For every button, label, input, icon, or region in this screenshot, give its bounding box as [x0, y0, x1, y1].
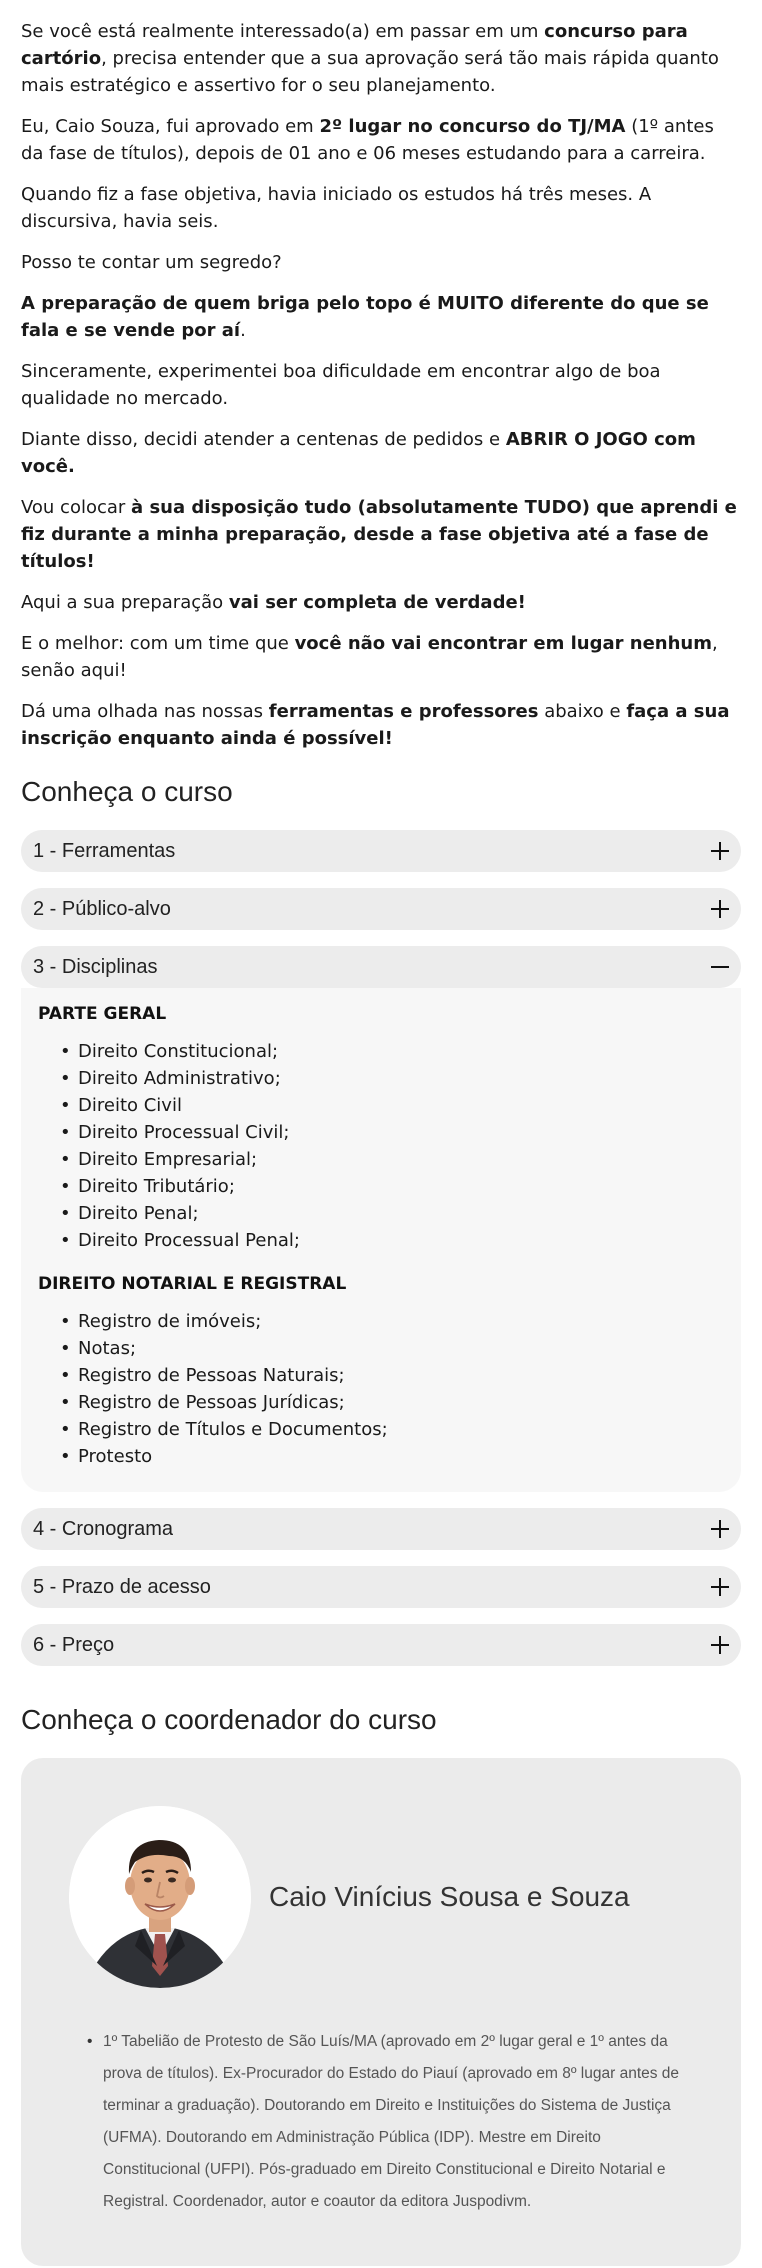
- intro-text-run: , senão aqui!: [21, 633, 718, 681]
- discipline-item: • Direito Constitucional;: [60, 1038, 724, 1065]
- intro-paragraph: [21, 358, 741, 412]
- intro-text: [21, 18, 741, 752]
- discipline-item: • Protesto: [60, 1443, 724, 1470]
- intro-emphasis: concurso para cartório: [21, 21, 688, 69]
- intro-emphasis: você não vai encontrar em lugar nenhum: [294, 633, 712, 654]
- discipline-item: • Registro de imóveis;: [60, 1308, 724, 1335]
- intro-paragraph: [21, 18, 741, 99]
- accordion-item: [21, 1624, 741, 1666]
- intro-emphasis: 2º lugar no concurso do TJ/MA: [319, 116, 626, 137]
- discipline-item: • Direito Civil: [60, 1092, 724, 1119]
- minus-icon: [711, 958, 729, 976]
- accordion-toggle[interactable]: [21, 1508, 741, 1550]
- intro-text-run: Sinceramente, experimentei boa dificuldade em encontrar algo de boa qualidade no mercado.: [21, 361, 661, 409]
- intro-paragraph: [21, 249, 741, 276]
- intro-text-run: Vou colocar: [21, 497, 132, 518]
- discipline-item: • Direito Penal;: [60, 1200, 724, 1227]
- discipline-item: • Direito Administrativo;: [60, 1065, 724, 1092]
- coordinator-name: Caio Vinícius Sousa e Souza: [269, 1881, 630, 1912]
- intro-emphasis: A preparação de quem briga pelo topo é MUITO diferente do que se fala e se vende por aí: [21, 293, 709, 341]
- accordion-title: 3 - Disciplinas: [33, 955, 158, 978]
- discipline-item: • Notas;: [60, 1335, 724, 1362]
- accordion-toggle[interactable]: [21, 830, 741, 872]
- intro-text-run: Dá uma olhada nas nossas: [21, 701, 269, 722]
- intro-text-run: .: [240, 320, 246, 341]
- intro-paragraph: [21, 589, 741, 616]
- accordion-item: [21, 888, 741, 930]
- intro-emphasis: ABRIR O JOGO com você.: [21, 429, 696, 477]
- intro-paragraph: [21, 290, 741, 344]
- accordion-toggle[interactable]: [21, 1566, 741, 1608]
- plus-icon: [711, 900, 729, 918]
- discipline-list: [60, 1308, 724, 1470]
- accordion-toggle[interactable]: [21, 946, 741, 988]
- accordion-title: 5 - Prazo de acesso: [33, 1575, 211, 1598]
- discipline-list: [60, 1038, 724, 1254]
- discipline-item: • Direito Processual Penal;: [60, 1227, 724, 1254]
- coordinator-bio: • 1º Tabelião de Protesto de São Luís/MA (aprovado em 2º lugar geral e 1º antes da prova de títulos). Ex-Procurador do Estado do Piauí (aprovado em 8º lugar antes de terminar a graduação). Doutorando em Direito e Instituições do Sistema de Justiça (UFMA). Doutorando em Administração Pública (IDP). Mestre em Direito Constitucional (UFPI). Pós-graduado em Direito Constitucional e Direito Notarial e Registral. Coordenador, autor e coautor da editora Juspodivm.: [87, 2026, 693, 2218]
- intro-text-run: , precisa entender que a sua aprovação será tão mais rápida quanto mais estratégico e assertivo for o seu planejamento.: [21, 48, 719, 96]
- accordion-title: 1 - Ferramentas: [33, 839, 176, 862]
- course-accordion: [21, 830, 741, 1666]
- intro-emphasis: faça a sua inscrição enquanto ainda é possível!: [21, 701, 730, 749]
- coordinator-card: [21, 1758, 741, 2266]
- intro-text-run: (1º antes da fase de títulos), depois de 01 ano e 06 meses estudando para a carreira.: [21, 116, 714, 164]
- discipline-item: • Registro de Pessoas Jurídicas;: [60, 1389, 724, 1416]
- accordion-title: 4 - Cronograma: [33, 1517, 174, 1540]
- intro-paragraph: [21, 113, 741, 167]
- plus-icon: [711, 1578, 729, 1596]
- accordion-item: [21, 1566, 741, 1608]
- discipline-group-title: PARTE GERAL: [38, 1004, 167, 1024]
- intro-text-run: Quando fiz a fase objetiva, havia iniciado os estudos há três meses. A discursiva, havia seis.: [21, 184, 652, 232]
- intro-text-run: Posso te contar um segredo?: [21, 252, 282, 273]
- intro-paragraph: [21, 698, 741, 752]
- coordinator-photo: [69, 1806, 251, 1988]
- course-heading: Conheça o curso: [21, 776, 233, 807]
- intro-text-run: abaixo e: [538, 701, 627, 722]
- intro-paragraph: [21, 494, 741, 575]
- intro-emphasis: à sua disposição tudo (absolutamente TUDO) que aprendi e fiz durante a minha preparação, desde a fase objetiva até a fase de títulos!: [21, 497, 737, 572]
- accordion-title: 2 - Público-alvo: [33, 897, 171, 920]
- accordion-item: [21, 1508, 741, 1550]
- accordion-item: [21, 946, 741, 1492]
- accordion-toggle[interactable]: [21, 888, 741, 930]
- coordinator-bio-list: [87, 2026, 693, 2218]
- accordion-panel: [21, 988, 741, 1492]
- intro-paragraph: [21, 630, 741, 684]
- plus-icon: [711, 1636, 729, 1654]
- accordion-title: 6 - Preço: [33, 1633, 115, 1656]
- intro-text-run: Se você está realmente interessado(a) em passar em um: [21, 21, 545, 42]
- plus-icon: [711, 842, 729, 860]
- discipline-item: • Direito Empresarial;: [60, 1146, 724, 1173]
- accordion-toggle[interactable]: [21, 1624, 741, 1666]
- discipline-item: • Registro de Pessoas Naturais;: [60, 1362, 724, 1389]
- intro-text-run: Eu, Caio Souza, fui aprovado em: [21, 116, 320, 137]
- discipline-item: • Registro de Títulos e Documentos;: [60, 1416, 724, 1443]
- intro-text-run: Aqui a sua preparação: [21, 592, 229, 613]
- intro-paragraph: [21, 181, 741, 235]
- intro-text-run: Diante disso, decidi atender a centenas de pedidos e: [21, 429, 506, 450]
- intro-paragraph: [21, 426, 741, 480]
- plus-icon: [711, 1520, 729, 1538]
- intro-emphasis: ferramentas e professores: [268, 701, 539, 722]
- discipline-item: • Direito Processual Civil;: [60, 1119, 724, 1146]
- accordion-item: [21, 830, 741, 872]
- discipline-item: • Direito Tributário;: [60, 1173, 724, 1200]
- coordinator-heading: Conheça o coordenador do curso: [21, 1704, 437, 1735]
- intro-text-run: E o melhor: com um time que: [21, 633, 295, 654]
- discipline-group-title: DIREITO NOTARIAL E REGISTRAL: [38, 1274, 347, 1294]
- intro-emphasis: vai ser completa de verdade!: [228, 592, 526, 613]
